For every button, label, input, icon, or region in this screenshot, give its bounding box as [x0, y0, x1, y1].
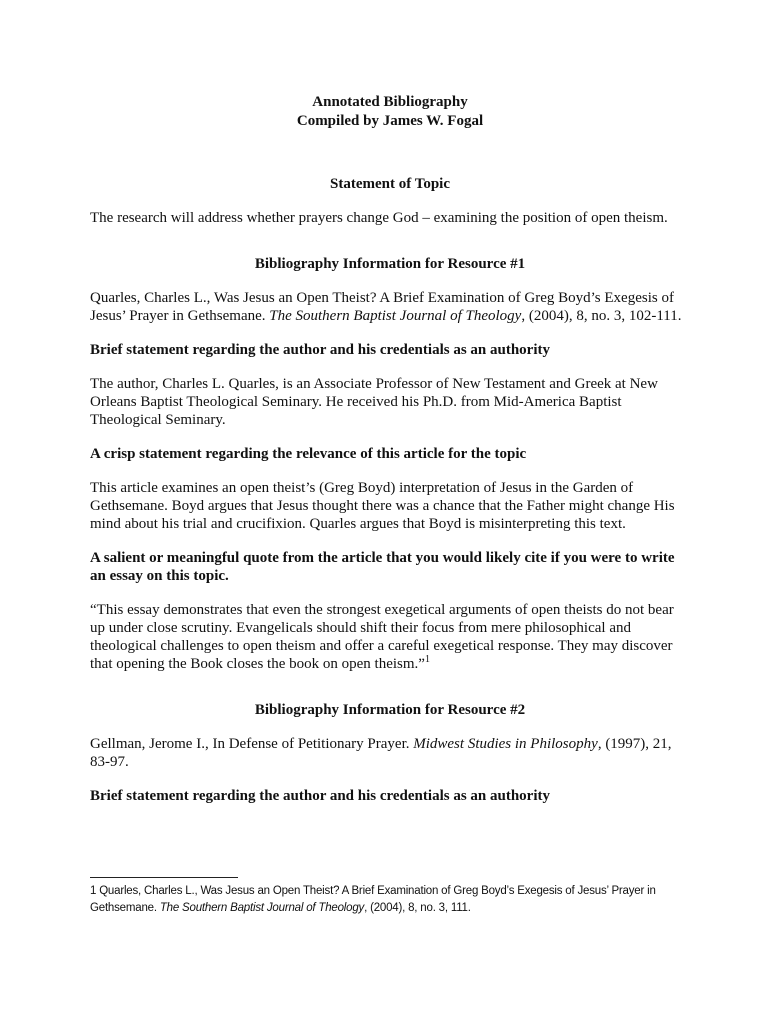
resource2-citation-text: Gellman, Jerome I., In Defense of Petitionary Prayer.: [90, 736, 410, 752]
footnote-tail: , (2004), 8, no. 3, 111.: [364, 902, 471, 914]
resource1-heading: Bibliography Information for Resource #1: [254, 256, 526, 272]
resource1-quote-text: “This essay demonstrates that even the strongest exegetical arguments of open theists do not bear up under close scrutiny. Evangelicals should shift their focus from mere philosophical and theological challenges to open theism and offer a careful exegetical response. They may discover that opening the Book closes the book on open theism.”: [90, 602, 674, 672]
footnote-text: 1 Quarles, Charles L., Was Jesus an Open Theist? A Brief Examination of Greg Boyd’s Exegesis of Jesus’ Prayer in Gethsemane.: [90, 885, 656, 914]
resource1-citation-tail: , (2004), 8, no. 3, 102-111.: [521, 308, 682, 324]
resource1-quote-heading: A salient or meaningful quote from the article that you would likely cite if you were to write an essay on this topic.: [90, 550, 675, 584]
resource1-author-text: The author, Charles L. Quarles, is an Associate Professor of New Testament and Greek at New Orleans Baptist Theological Seminary. He received his Ph.D. from Mid-America Baptist Theological Seminary.: [90, 376, 658, 428]
resource1-citation: [90, 289, 690, 325]
resource2-citation: [90, 735, 690, 771]
resource1-quote: [90, 601, 690, 673]
footnote-marker: 1: [424, 654, 430, 665]
footnote: [90, 883, 690, 917]
resource1-citation-text: Quarles, Charles L., Was Jesus an Open Theist? A Brief Examination of Greg Boyd’s Exegesis of Jesus’ Prayer in Gethsemane.: [90, 290, 674, 324]
resource1-author-heading: Brief statement regarding the author and his credentials as an authority: [90, 342, 550, 358]
footnote-journal: The Southern Baptist Journal of Theology: [159, 902, 365, 914]
resource2-author-heading: Brief statement regarding the author and his credentials as an authority: [90, 788, 550, 804]
statement-text: The research will address whether prayers change God – examining the position of open theism.: [90, 210, 668, 226]
document-body: [90, 93, 690, 805]
resource1-journal: The Southern Baptist Journal of Theology: [269, 308, 522, 324]
document-author: Compiled by James W. Fogal: [296, 113, 484, 129]
resource1-relevance-heading: A crisp statement regarding the relevance of this article for the topic: [90, 446, 527, 462]
resource1-relevance-text: This article examines an open theist’s (Greg Boyd) interpretation of Jesus in the Garden of Gethsemane. Boyd argues that Jesus thought there was a chance that the Father might change His mind about his trial and crucifixion. Quarles argues that Boyd is misinterpreting this text.: [90, 480, 675, 532]
document-title: Annotated Bibliography: [312, 94, 468, 110]
resource2-journal: Midwest Studies in Philosophy: [413, 736, 598, 752]
title-block: [90, 93, 690, 131]
footnote-divider: [90, 877, 238, 878]
resource2-citation-tail: , (1997), 21, 83-97.: [90, 736, 672, 770]
statement-heading: Statement of Topic: [330, 176, 450, 192]
resource2-heading: Bibliography Information for Resource #2: [254, 702, 526, 718]
